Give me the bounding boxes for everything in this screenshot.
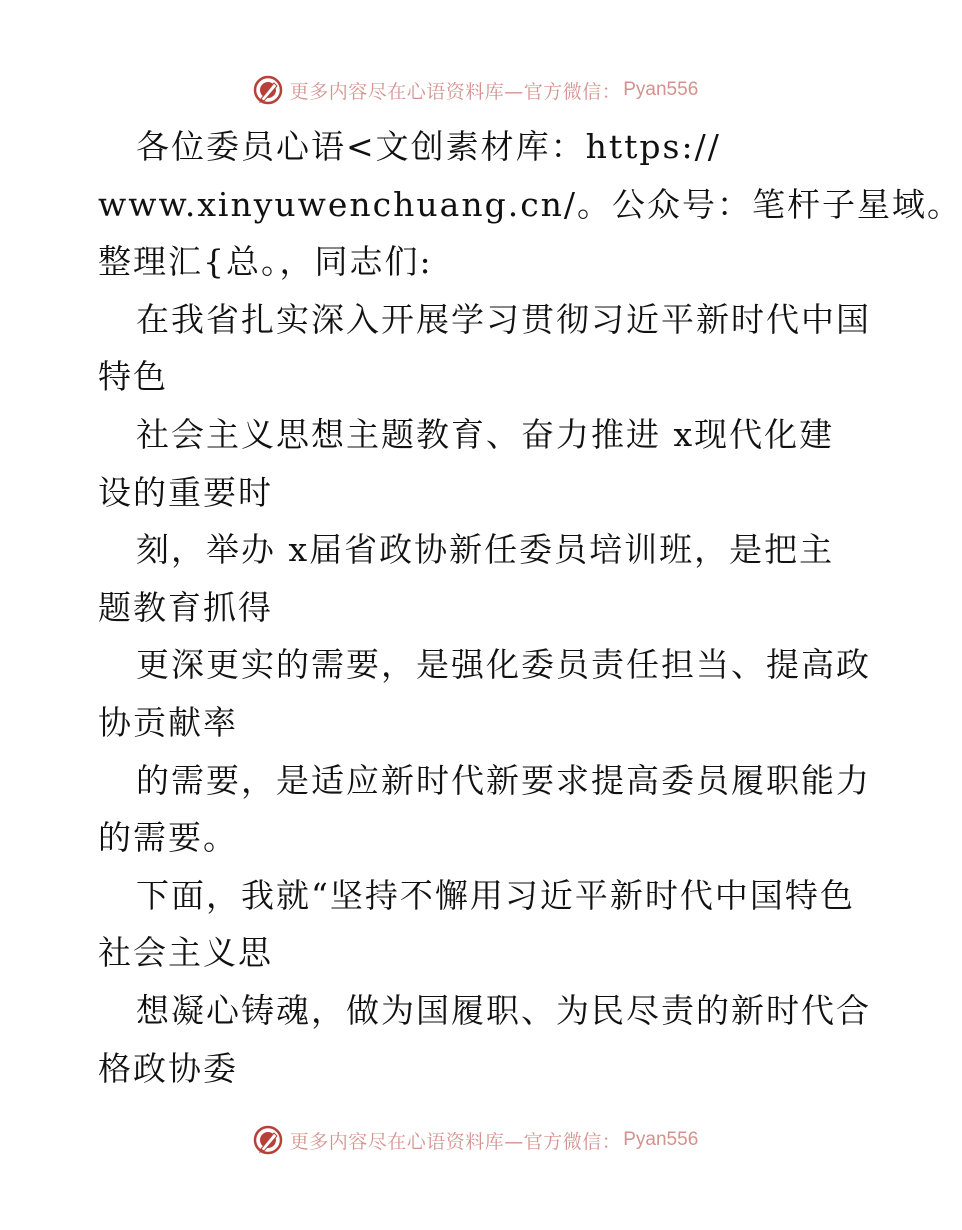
body-line: 在我省扎实深入开展学习贯彻习近平新时代中国 [136,299,871,339]
body-line: 刻，举办 x届省政协新任委员培训班，是把主 [136,530,835,570]
pen-circle-logo-icon [252,74,284,106]
body-line: 协贡献率 [98,702,238,742]
body-line: 的需要，是适应新时代新要求提高委员履职能力 [136,760,871,800]
header-banner-text: 更多内容尽在心语资料库—官方微信： [289,80,622,103]
body-line: www.xinyuwenchuang.cn/。公众号：笔杆子星域。 [98,184,962,224]
document-body [98,118,962,1097]
body-line: 的需要。 [98,818,238,858]
body-line: 下面，我就“坚持不懈用习近平新时代中国特色 [136,875,855,915]
body-line: 社会主义思想主题教育、奋力推进 x现代化建 [136,414,835,454]
body-line: 各位委员心语<文创素材库：https:// [136,127,721,166]
pen-circle-logo-icon [252,1124,284,1156]
footer-banner-handle: Pyan556 [623,1129,699,1150]
header-banner-handle: Pyan556 [623,79,699,100]
body-line: 格政协委 [98,1048,238,1088]
body-line: 想凝心铸魂，做为国履职、为民尽责的新时代合 [136,990,871,1030]
footer-banner [0,1120,950,1160]
body-line: 更深更实的需要，是强化委员责任担当、提高政 [136,645,871,685]
footer-banner-text: 更多内容尽在心语资料库—官方微信： [289,1130,622,1153]
header-banner [0,70,950,110]
body-line: 特色 [98,357,168,397]
body-line: 整理汇{总。，同志们: [98,242,433,282]
body-line: 设的重要时 [98,472,273,512]
body-line: 社会主义思 [98,933,273,973]
body-line: 题教育抓得 [98,587,273,627]
